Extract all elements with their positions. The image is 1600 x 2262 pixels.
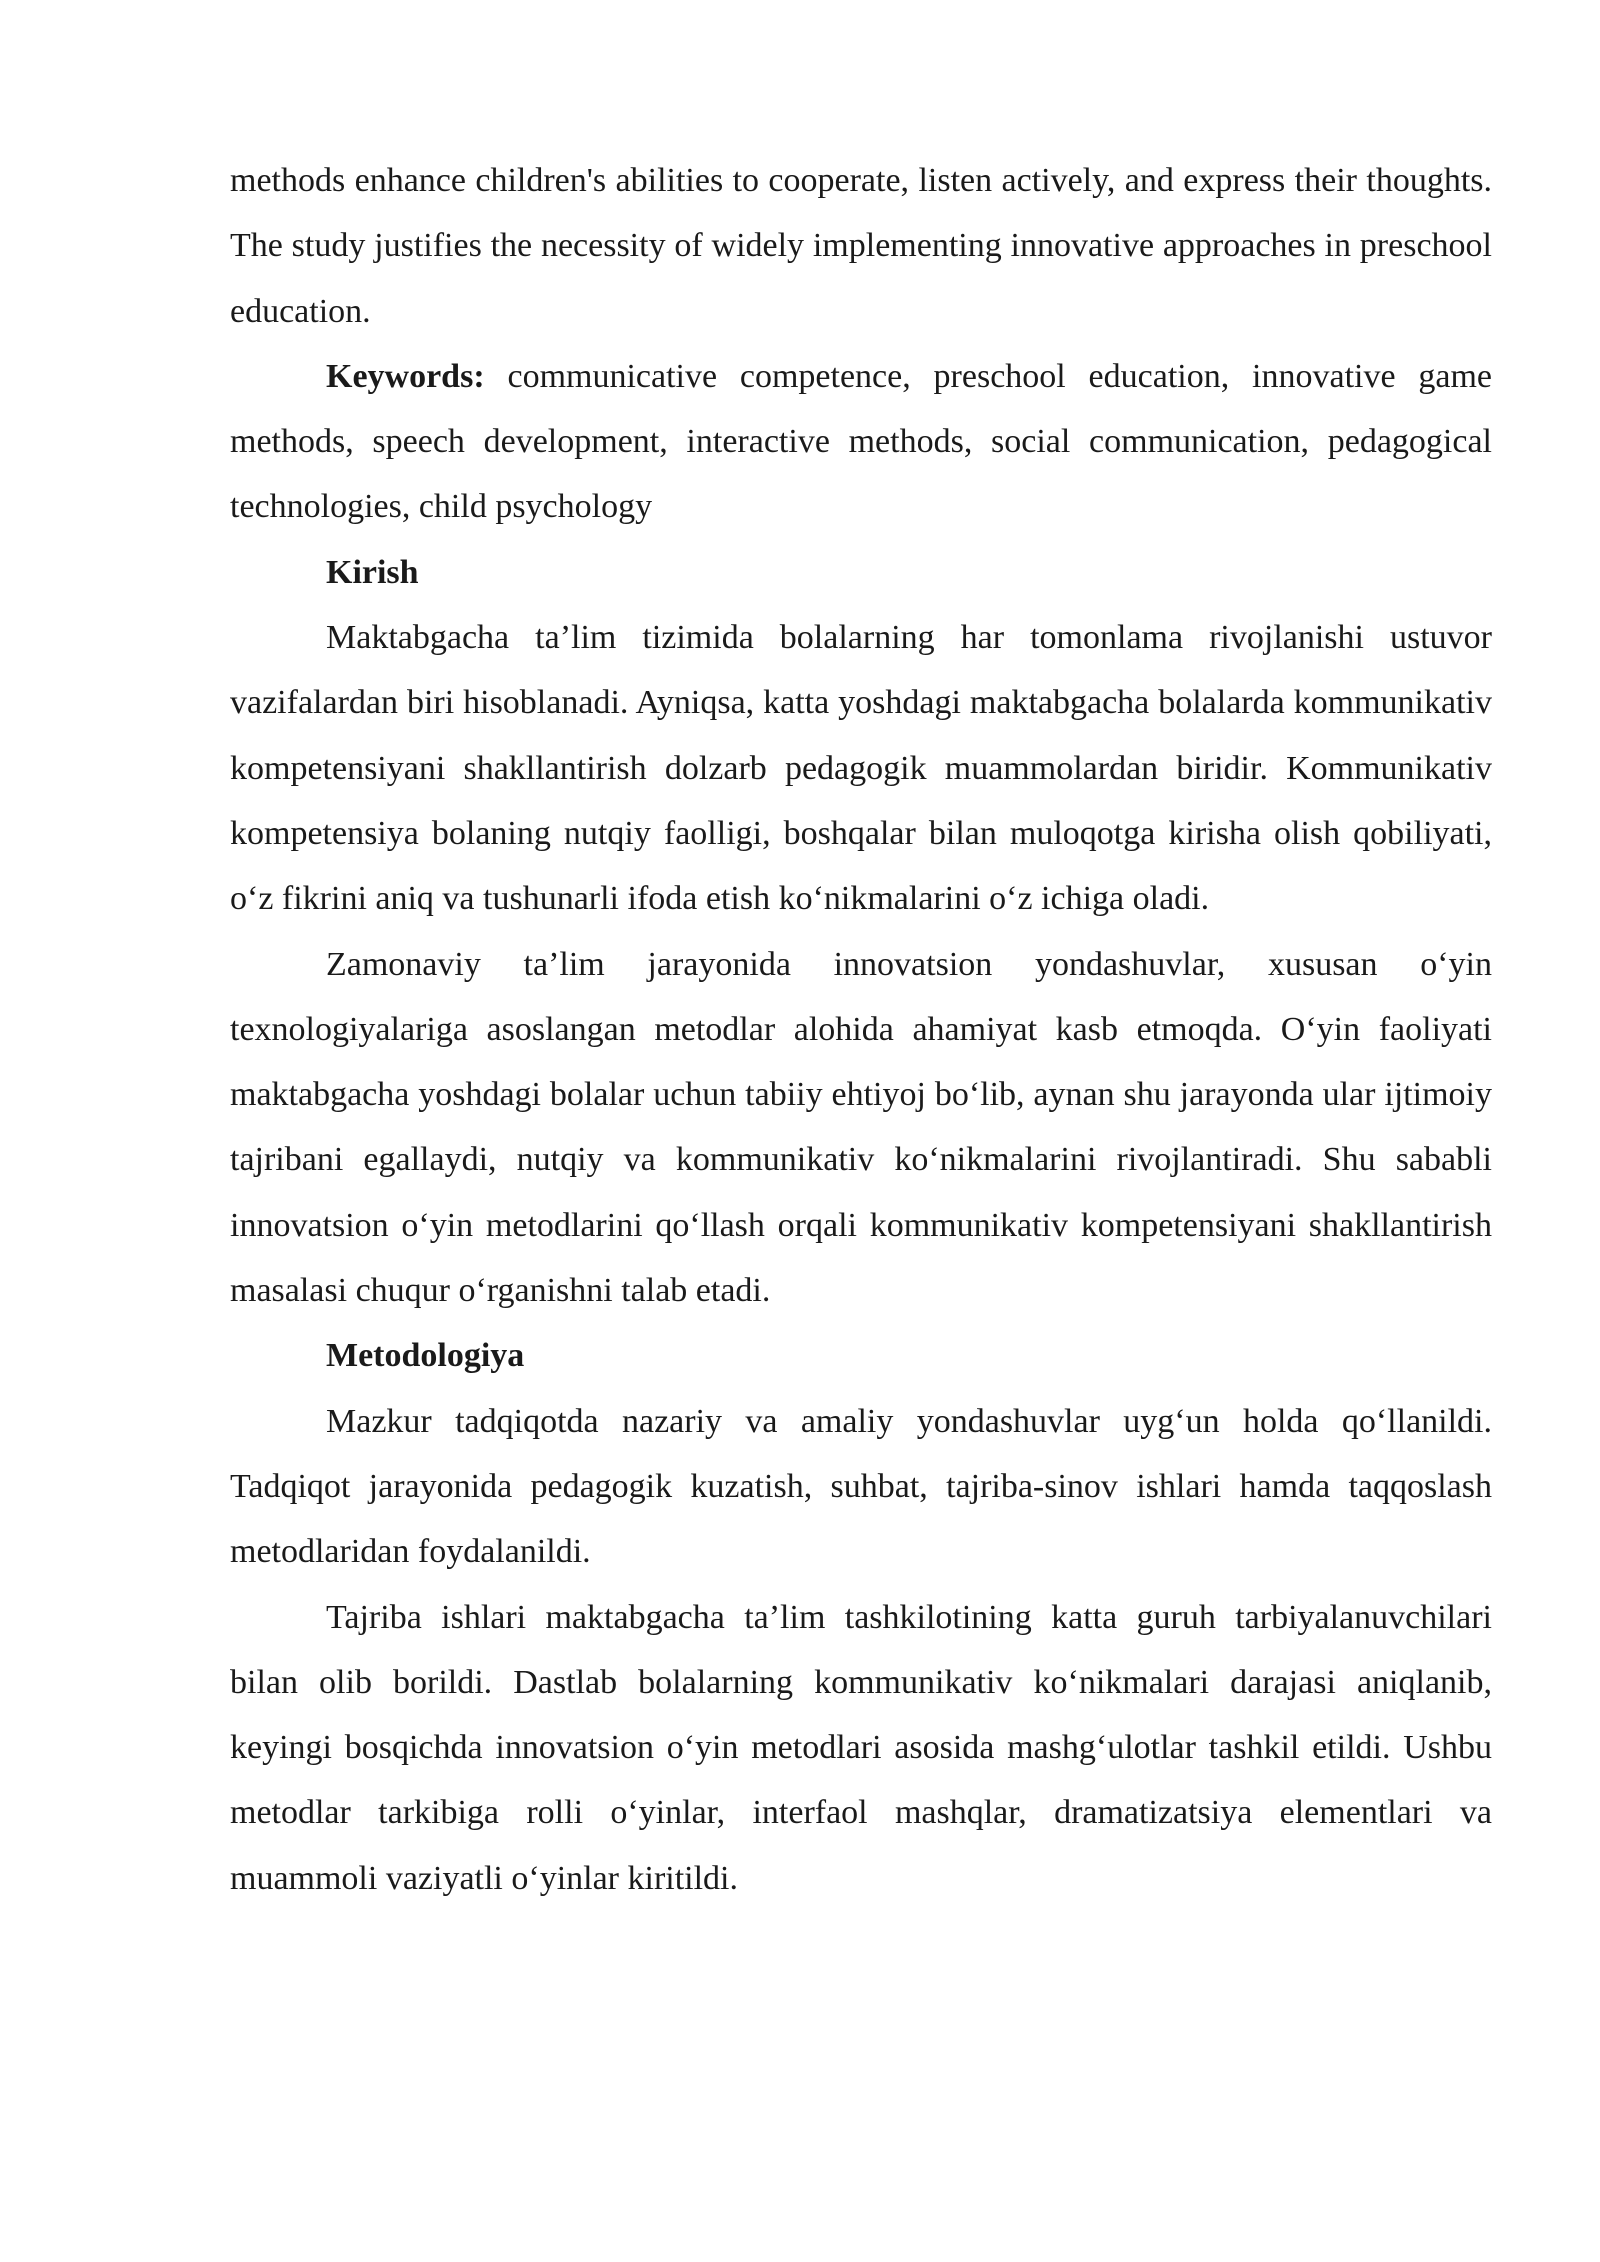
section-heading-metodologiya: Metodologiya <box>326 1337 525 1375</box>
section-heading-kirish: Kirish <box>326 553 419 591</box>
keywords-text: communicative competence, preschool education, innovative game methods, speech development, interactive methods, social communication, pedagogical technologies, child psychology <box>230 357 1493 526</box>
keywords-paragraph <box>230 344 1492 540</box>
paragraph: Tajriba ishlari maktabgacha ta’lim tashkilotining katta guruh tarbiyalanuvchilari bilan olib borildi. Dastlab bolalarning kommunikativ ko‘nikmalari darajasi aniqlanib, keyingi bosqichda innovatsion o‘yin metodlari asosida mashg‘ulotlar tashkil etildi. Ushbu metodlar tarkibiga rolli o‘yinlar, interfaol mashqlar, dramatizatsiya elementlari va muammoli vaziyatli o‘yinlar kiritildi. <box>230 1598 1492 1897</box>
keywords-label: Keywords: <box>326 357 485 395</box>
paragraph: Maktabgacha ta’lim tizimida bolalarning har tomonlama rivojlanishi ustuvor vazifalardan biri hisoblanadi. Ayniqsa, katta yoshdagi maktabgacha bolalarda kommunikativ kompetensiyani shakllantirish dolzarb pedagogik muammolardan biridir. Kommunikativ kompetensiya bolaning nutqiy faolligi, boshqalar bilan muloqotga kirisha olish qobiliyati, o‘z fikrini aniq va tushunarli ifoda etish ko‘nikmalarini o‘z ichiga oladi. <box>230 619 1492 918</box>
body-text <box>230 148 1492 1911</box>
abstract-continuation-paragraph: methods enhance children's abilities to cooperate, listen actively, and express their thoughts. The study justifies the necessity of widely implementing innovative approaches in preschool education. <box>230 162 1492 330</box>
paragraph: Mazkur tadqiqotda nazariy va amaliy yondashuvlar uyg‘un holda qo‘llanildi. Tadqiqot jarayonida pedagogik kuzatish, suhbat, tajriba-sinov ishlari hamda taqqoslash metodlaridan foydalanildi. <box>230 1402 1492 1571</box>
paragraph: Zamonaviy ta’lim jarayonida innovatsion yondashuvlar, xususan o‘yin texnologiyalariga asoslangan metodlar alohida ahamiyat kasb etmoqda. O‘yin faoliyati maktabgacha yoshdagi bolalar uchun tabiiy ehtiyoj bo‘lib, aynan shu jarayonda ular ijtimoiy tajribani egallaydi, nutqiy va kommunikativ ko‘nikmalarini rivojlantiradi. Shu sababli innovatsion o‘yin metodlarini qo‘llash orqali kommunikativ kompetensiyani shakllantirish masalasi chuqur o‘rganishni talab etadi. <box>230 945 1492 1310</box>
